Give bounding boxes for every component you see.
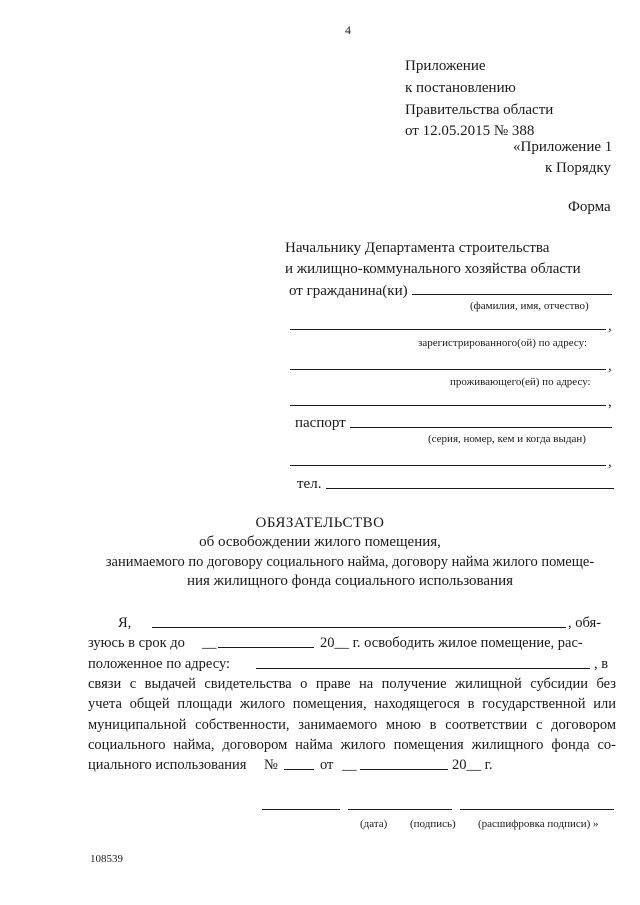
title-subline-2: занимаемого по договору социального найма, договору найма жилого помеще- (105, 554, 595, 570)
body-address-end: , в (594, 656, 609, 672)
fio-continuation-line[interactable] (290, 329, 606, 330)
fio-hint: (фамилия, имя, отчество) (470, 300, 589, 312)
header-appendix-1: «Приложение 1 (513, 139, 613, 155)
page-number: 4 (345, 23, 351, 37)
comma: , (608, 394, 612, 410)
passport-field-line[interactable] (350, 427, 612, 428)
header-appendix: Приложение (405, 58, 486, 74)
body-commit-end: , обя- (568, 615, 602, 631)
form-label: Форма (568, 199, 611, 215)
phone-label: тел. (297, 476, 322, 492)
footer-code: 108539 (90, 853, 123, 865)
header-to-resolution: к постановлению (405, 80, 516, 96)
body-line-7: социального найма, договором найма жилого помещения жилищного фонда со- (88, 737, 616, 753)
registered-hint: зарегистрированного(ой) по адресу: (418, 337, 588, 349)
registered-address-line[interactable] (290, 369, 606, 370)
deadline-month-line[interactable] (218, 647, 314, 648)
dwelling-address-line[interactable] (256, 668, 590, 669)
fio-field-line[interactable] (412, 294, 612, 295)
contract-month-line[interactable] (360, 769, 448, 770)
body-line-4: связи с выдачей свидетельства о праве на получение жилищной субсидии без (88, 676, 616, 692)
signature-hint: (подпись) (410, 818, 456, 830)
contract-from-label: от (320, 757, 334, 773)
addressee-line2: и жилищно-коммунального хозяйства области (285, 261, 581, 277)
comma: , (608, 318, 612, 334)
date-signature-line[interactable] (262, 809, 340, 810)
header-to-procedure: к Порядку (545, 160, 611, 176)
signature-decode-line[interactable] (460, 809, 614, 810)
signature-decode-hint: (расшифровка подписи) » (478, 818, 599, 830)
title-subline-1: об освобождении жилого помещения, (199, 534, 441, 550)
addressee-line1: Начальнику Департамента строительства (285, 240, 550, 256)
body-usage-label: циального использования (88, 757, 247, 773)
body-line-6: муниципальной собственности, занимаемого мною в соответствии с договором (88, 717, 616, 733)
passport-hint: (серия, номер, кем и когда выдан) (428, 433, 586, 445)
date-hint: (дата) (360, 818, 388, 830)
contract-number-sign: № (264, 757, 278, 773)
contract-day-blank[interactable]: __ (342, 757, 357, 773)
header-date-number: от 12.05.2015 № 388 (405, 123, 535, 139)
living-hint: проживающего(ей) по адресу: (450, 376, 591, 388)
title-subline-3: ния жилищного фонда социального использования (186, 573, 514, 589)
body-i-label: Я, (118, 615, 132, 631)
body-address-label: положенное по адресу: (88, 656, 231, 672)
signature-line[interactable] (348, 809, 452, 810)
contract-year: 20__ г. (452, 757, 493, 773)
comma: , (608, 454, 612, 470)
document-title: ОБЯЗАТЕЛЬСТВО (255, 515, 385, 531)
contract-number-line[interactable] (284, 769, 314, 770)
body-line-5: учета общей площади жилого помещения, находящегося в государственной или (88, 696, 616, 712)
body-deadline-year: 20__ г. освободить жилое помещение, рас- (320, 635, 583, 651)
name-field-line[interactable] (152, 627, 566, 628)
body-deadline-label: зуюсь в срок до (88, 635, 185, 651)
phone-field-line[interactable] (326, 488, 614, 489)
living-address-line[interactable] (290, 405, 606, 406)
from-citizen-label: от гражданина(ки) (289, 283, 408, 299)
comma: , (608, 358, 612, 374)
passport-continuation-line[interactable] (290, 465, 606, 466)
deadline-day-blank[interactable]: __ (202, 635, 217, 651)
passport-label: паспорт (295, 415, 346, 431)
header-government: Правительства области (405, 102, 554, 118)
